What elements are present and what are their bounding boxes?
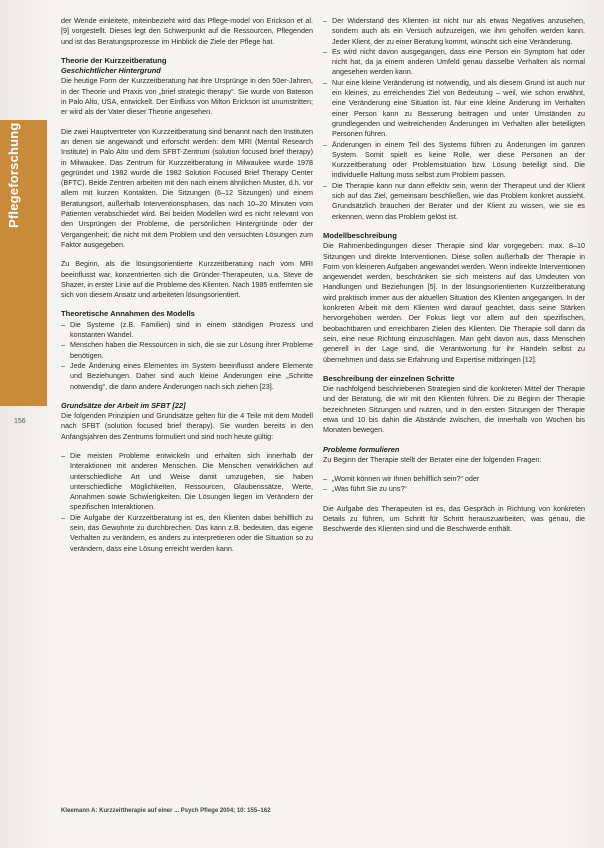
section-side-tab-label: Pflegeforschung	[6, 122, 21, 228]
list-grundsaetze-continued	[323, 16, 585, 222]
list-item: – Jede Änderung eines Elementes im System beeinflusst andere Elemente und Beziehungen. Daher sind auch kleine Änderungen eine „Schritte notwendig“, die dann andere Änderungen nach sich ziehen [23].	[61, 361, 313, 392]
paragraph-final: Die Aufgabe des Therapeuten ist es, das Gespräch in Richtung von konkreten Details zu führen, um Schritt für Schritt herauszuarbeiten, was genau, die Beschwerde des Klienten sind und die Beschwerde enthält.	[323, 503, 585, 534]
list-item: – „Was führt Sie zu uns?“	[323, 484, 585, 494]
list-item: – Die Therapie kann nur dann effektiv sein, wenn der Therapeut und der Klient sich auf das Ziel, gemeinsam beschließen, wie das Problem konkret aussieht. Grundsätzlich brauchen der Berater und der Klient zu wissen, wie sie es erkennen, wenn das Problem gelöst ist.	[323, 181, 585, 222]
list-item: – Die meisten Probleme entwickeln und erhalten sich innerhalb der Interaktionen mit anderen Menschen. Die Menschen verwirklichen auf unterschiedliche Art und Weise damit umzugehen, sie haben unterschiedliche Möglichkeiten, Ressourcen, Glaubenssätze, Werte, Annahmen sowie Schwierigkeiten. Die Lösungen liegen im Verändern der spezifischen Interaktionen.	[61, 451, 313, 513]
page-footer: Kleemann A: Kurzzeittherapie auf einer ... Psych Pflege 2004; 10: 155–162	[61, 808, 271, 814]
intro-paragraph: der Wende einleitete, miteinbezieht wird das Pflege-model von Erickson et al. [9] vorgestellt. Dieses legt den Schwerpunkt auf die Ressourcen, Pflegenden und ist das Beratungsprozesse im Hinblick die Ziele der Pflege hat.	[61, 16, 313, 46]
list-item: – Die Systeme (z.B. Familien) sind in einem ständigen Prozess und konstanten Wandel.	[61, 320, 313, 341]
paragraph-schritte: Die nachfolgend beschriebenen Strategien sind die konkreten Mittel der Therapie und der Beratung, die wir mit den Klienten führen. Die zu Beginn der Therapie bezeichneten Sitzungen und nutzen, und in den ersten Sitzungen der Therapie etwa und 10 bis dahin die Abstände zwischen, die innerhalb von Wochen bis Monaten bewegen.	[323, 384, 585, 435]
paragraph-brief: Zu Beginn, als die lösungsorientierte Kurzzeitberatung nach vom MRI beeinflusst war, konzentrierten sich die Gründer-Therapeuten, u.a. Steve de Shazer, in erster Linie auf die Probleme des Klienten. Nach 1985 entfernten sie sich von diesem Ansatz und arbeiteten lösungsorientiert.	[61, 259, 313, 300]
list-grundsaetze	[61, 451, 313, 554]
list-annahmen	[61, 320, 313, 392]
paragraph-zentren: Die zwei Hauptvertreter von Kurzzeitberatung sind benannt nach den Instituten an denen sie angewandt und erforscht werden: dem MRI (Mental Research Institute) in Palo Alto und dem SFBT-Zentrum (solution focused brief therapy) in Milwaukee. Das Zentrum für Kurzzeitberatung in Milwaukee wurde 1978 gegründet und 1982 wurde die 1982 Solution Focused Brief Therapy Center (BFTC). Beide Zentren arbeiten mit den nach einem ähnlichen Muster, d.h. vor allem mit kurzen Kontakten. Die Sitzungen (6–12 Sitzungen) und einem Beratungsort, außerhalb Interventionsphasen, das nach 10–20 Minuten vom Patienten verabschiedet wird. Bei beiden Modellen wird es nicht relevant von den Ursprüngen der Probleme, die persönlichen Hintergründe oder der Vergangenheit; die nicht mit dem Problem und den versuchten Lösungen zum Faktor ausgegeben.	[61, 126, 313, 249]
list-fragen	[323, 474, 585, 495]
page-number: 156	[14, 418, 26, 425]
heading-schritte: Beschreibung der einzelnen Schritte	[323, 373, 455, 383]
list-item: – Die Aufgabe der Kurzzeitberatung ist es, den Klienten dabei behilflich zu sein, das Gewohnte zu durchbrechen. Das kann z.B. bedeuten, das eigene Verhalten zu verändern, es anders zu interpretieren oder die Situation so zu verändern, dass eine Lösung erreicht werden kann.	[61, 513, 313, 554]
list-item: – Menschen haben die Ressourcen in sich, die sie zur Lösung ihrer Probleme benötigen.	[61, 340, 313, 361]
list-item: – Es wird nicht davon ausgegangen, dass eine Person ein Symptom hat oder nicht hat, da ja einem anderen Umfeld genau dasselbe Verhalten als normal angesehen werden kann.	[323, 47, 585, 78]
heading-theorie: Theorie der Kurzzeitberatung	[61, 55, 167, 65]
list-item: – „Womit können wir Ihnen behilflich sein?“ oder	[323, 474, 585, 484]
subheading-geschichte: Geschichtlicher Hintergrund	[61, 66, 161, 76]
list-item: – Änderungen in einem Teil des Systems führen zu Änderungen im ganzen System. Somit spielt es keine Rolle, wer diese Personen an der Kurzzeitberatung oder Problemsituation bzw. Lösung beteiligt sind. Die individuelle Haltung muss selbst zum Problem passen.	[323, 140, 585, 181]
paragraph-probleme: Zu Beginn der Therapie stellt der Berater eine der folgenden Fragen:	[323, 454, 542, 464]
list-item: – Der Widerstand des Klienten ist nicht nur als etwas Negatives anzusehen, sondern auch als ein Versuch aufzuzeigen, wie ihm geholfen werden kann. Jeder Klient, der zu einer Beratung kommt, wünscht sich eine Veränderung.	[323, 16, 585, 47]
subheading-probleme: Probleme formulieren	[323, 444, 400, 454]
left-column	[61, 16, 313, 563]
heading-annahmen: Theoretische Annahmen des Modells	[61, 309, 195, 319]
heading-modell: Modellbeschreibung	[323, 230, 397, 240]
right-column	[323, 16, 585, 544]
subheading-grundsaetze: Grundsätze der Arbeit im SFBT [22]	[61, 400, 186, 410]
paragraph-modell: Die Rahmenbedingungen dieser Therapie sind klar vorgegeben: max. 8–10 Sitzungen und direkte Interventionen. Diese sollen außerhalb der Therapie in Form von kleineren Aufgaben angewandet werden. Wenn indirekte Interventionen angewendet werden, beschränken sie sich meistens auf das Umdeuten von Handlungen und Beziehungen [5]. In der lösungsorientierten Kurzzeitberatung wird praktisch immer aus der aktuellen Situation des Klienten angegangen. In der konkreten Arbeit mit dem Klienten wird darauf geachtet, dass seine Stärken hervorgehoben werden. Der Fokus liegt vor allem auf den spezifischen, beobachtbaren und erreichbaren Zielen des Klienten. Die Therapie soll dann da sein, eine neue Richtung einzuschlagen. Man geht davon aus, dass Menschen generell in der Lage sind, die Verantwortung für ihr Handeln selbst zu übernehmen und dass sie Erfahrung und Expertise mitbringen [12].	[323, 241, 585, 364]
paragraph-geschichte: Die heutige Form der Kurzzeitberatung hat ihre Ursprünge in den 50er-Jahren, in der Theorie und Praxis von „brief strategic therapy“. Sie wurde von Bateson in Palo Alto, USA, entwickelt. Der Einfluss von Milton Erickson ist unumstritten; er wird als der Vater dieser Theorie angesehen.	[61, 76, 313, 117]
list-item: – Nur eine kleine Veränderung ist notwendig, und als diesem Grund ist auch nur ein kleines, zu erreichendes Ziel von Bedeutung – weil, wie schon erwähnt, eine Veränderung eine Situation ist. Nur eine kleine Änderung im Verhalten einer Person kann zu Besserung beitragen und unter Umständen zu grundlegenden und weitreichenden Änderungen im Verhalten aller beteiligten Personen führen.	[323, 78, 585, 140]
paragraph-grundsaetze: Die folgenden Prinzipien und Grundsätze gelten für die 4 Teile mit dem Modell nach SFBT (solution focused brief therapy). Sie wurden bereits in den Anfangsjahren des Zentrums formuliert und sind noch heute gültig:	[61, 411, 313, 441]
